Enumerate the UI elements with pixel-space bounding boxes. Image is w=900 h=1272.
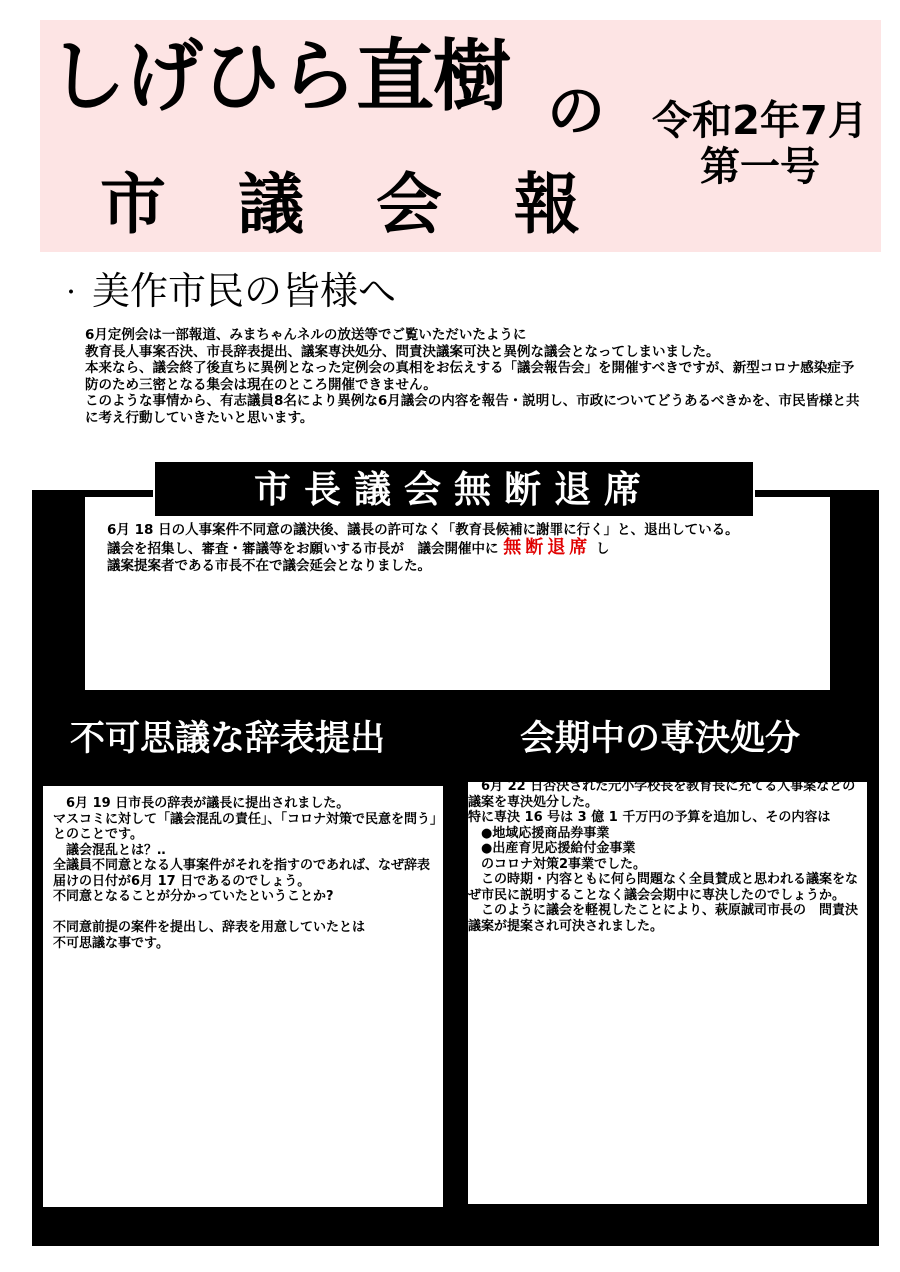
issue-info <box>650 98 870 190</box>
intro-paragraph: このような事情から、有志議員8名により異例な6月議会の内容を報告・説明し、市政についてどうあるべきかを、市民皆様と共に考え行動していきたいと思います。 <box>85 393 860 426</box>
article-top-heading: 市長議会無断退席 <box>153 460 755 518</box>
intro-paragraph: 教育長人事案否決、市長辞表提出、議案専決処分、問責決議案可決と異例な議会となってしまいました。 <box>85 343 720 360</box>
emphasis-text: 無断退席 <box>503 537 592 558</box>
bullet-icon: ・ <box>60 280 83 306</box>
header-banner <box>40 20 881 252</box>
article-line: のコロナ対策2事業でした。 <box>468 856 647 872</box>
title-particle: の <box>547 77 606 145</box>
intro-heading <box>60 269 397 313</box>
intro-heading-text: 美作市民の皆様へ <box>92 269 397 313</box>
article-text: 議会を招集し、審査・審議等をお願いする市長が 議会開催中に <box>107 541 504 557</box>
newsletter-title: しげひら直樹 <box>48 32 511 122</box>
article-line: 議会混乱とは？‥ <box>53 842 166 858</box>
article-line: マスコミに対して「議会混乱の責任」、「コロナ対策で民意を問う」とのことです。 <box>53 811 437 842</box>
article-left-text <box>53 796 437 951</box>
article-line: ●地域応援商品券事業 <box>468 825 610 841</box>
issue-number: 第一号 <box>700 144 820 190</box>
article-line <box>53 905 437 921</box>
article-line <box>107 539 812 558</box>
article-line: 不可思議な事です。 <box>53 935 169 951</box>
article-line: 不同意前提の案件を提出し、辞表を用意していたとは <box>53 920 366 935</box>
article-top-text <box>107 522 812 575</box>
article-line: 不同意となることが分かっていたということか? <box>53 889 334 904</box>
article-line: このように議会を軽視したことにより、萩原誠司市長の 問責決議案が提案され可決されました。 <box>468 903 859 934</box>
article-line: 全議員不同意となる人事案件がそれを指すのであれば、なぜ辞表届けの日付が6月 17 日であるのでしょう。 <box>53 858 431 889</box>
article-text: し <box>591 541 610 557</box>
article-line: 議案提案者である市長不在で議会延会となりました。 <box>107 558 431 574</box>
intro-text <box>85 327 865 426</box>
article-line: 6月 22 日否決された元小学校長を教育長に充てる人事案などの議案を専決処分した。 <box>468 779 856 810</box>
intro-paragraph: 本来なら、議会終了後直ちに異例となった定例会の真相をお伝えする「議会報告会」を開催すべきですが、新型コロナ感染症予防のため三密となる集会は現在のところ開催できません。 <box>85 360 855 393</box>
article-right-text <box>468 779 866 934</box>
issue-date: 令和2年7月 <box>652 98 868 144</box>
article-line: この時期・内容ともに何ら問題なく全員賛成と思われる議案をなぜ市民に説明することなく議会会期中に専決したのでしょうか。 <box>468 872 859 903</box>
article-line: 6月 18 日の人事案件不同意の議決後、議長の許可なく「教育長候補に謝罪に行く」と、退出している。 <box>107 522 739 538</box>
article-line: ●出産育児応援給付金事業 <box>468 841 636 856</box>
article-line: 6月 19 日市長の辞表が議長に提出されました。 <box>53 796 350 811</box>
article-line: 特に専決 16 号は 3 億 1 千万円の予算を追加し、その内容は <box>468 810 831 825</box>
article-right-heading: 会期中の専決処分 <box>520 719 801 759</box>
newsletter-subtitle: 市議会報 <box>100 166 652 243</box>
intro-paragraph: 6月定例会は一部報道、みまちゃんネルの放送等でご覧いただいたように <box>85 327 527 343</box>
article-left-heading: 不可思議な辞表提出 <box>70 719 386 759</box>
